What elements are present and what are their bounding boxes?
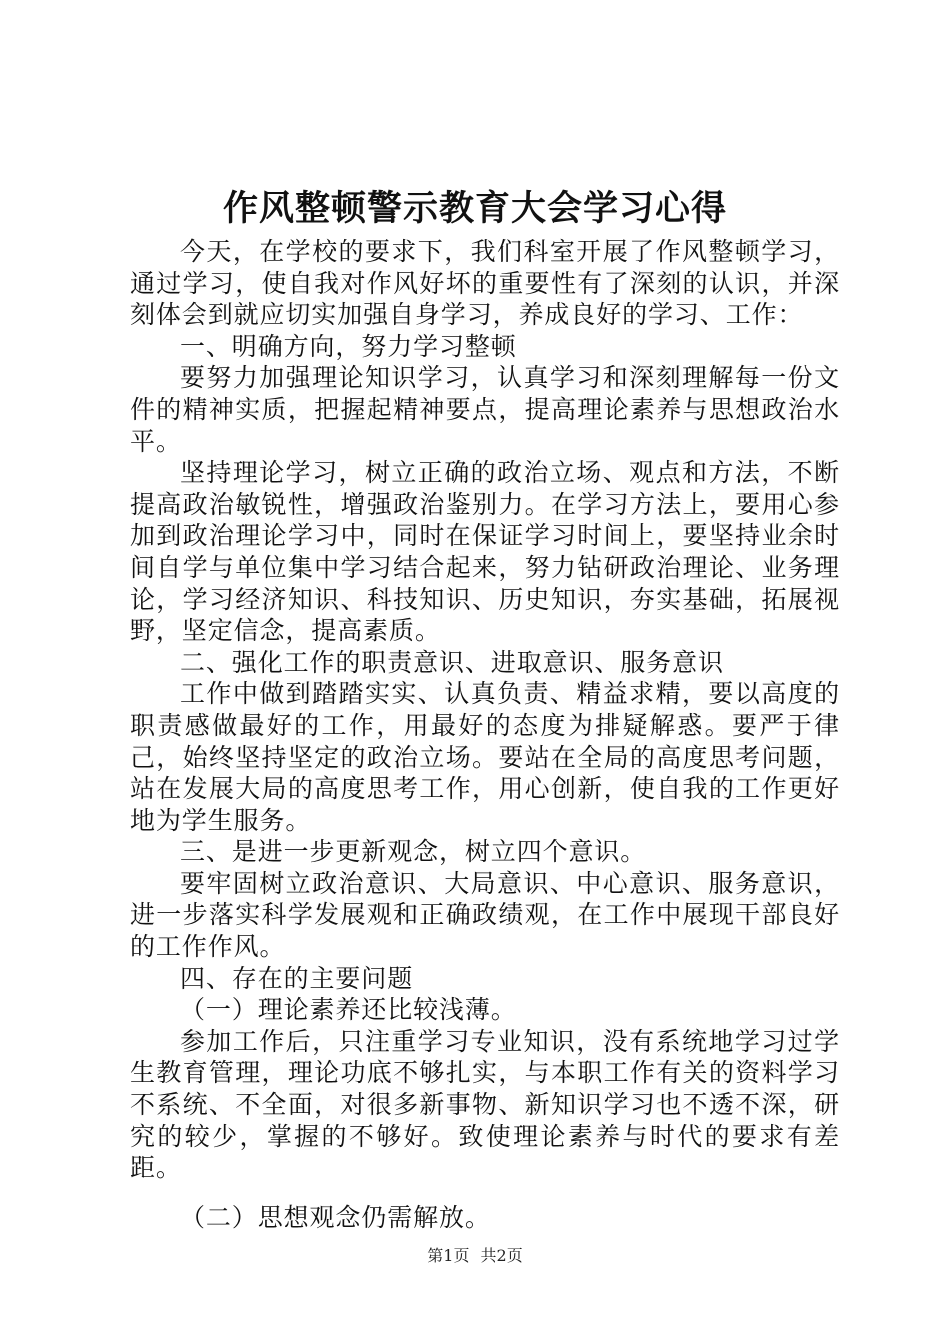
intro-paragraph: 今天，在学校的要求下，我们科室开展了作风整顿学习，通过学习，使自我对作风好坏的重要性有了深刻的认识，并深刻体会到就应切实加强自身学习，养成良好的学习、工作：	[130, 237, 840, 330]
page-footer	[0, 1244, 950, 1268]
document-body	[130, 236, 840, 1233]
section-heading-3: 三、是进一步更新观念，树立四个意识。	[180, 837, 647, 867]
subsection-heading-2: （二）思想观念仍需解放。	[180, 1202, 491, 1232]
body-paragraph: 坚持理论学习，树立正确的政治立场、观点和方法，不断提高政治敏锐性，增强政治鉴别力。在学习方法上，要用心参加到政治理论学习中，同时在保证学习时间上，要坚持业余时间自学与单位集中学习结合起来，努力钻研政治理论、业务理论，学习经济知识、科技知识、历史知识，夯实基础，拓展视野，坚定信念，提高素质。	[130, 458, 840, 646]
section-heading-2: 二、强化工作的职责意识、进取意识、服务意识	[180, 647, 724, 677]
body-paragraph: 参加工作后，只注重学习专业知识，没有系统地学习过学生教育管理，理论功底不够扎实，与本职工作有关的资料学习不系统、不全面，对很多新事物、新知识学习也不透不深，研究的较少，掌握的不够好。致使理论素养与时代的要求有差距。	[130, 1026, 840, 1183]
section-heading-1: 一、明确方向，努力学习整顿	[180, 331, 517, 361]
document-title: 作风整顿警示教育大会学习心得	[222, 188, 727, 229]
page-number: 第1页	[427, 1246, 470, 1265]
subsection-heading-1: （一）理论素养还比较浅薄。	[180, 995, 517, 1025]
page-total: 共2页	[480, 1246, 523, 1265]
body-paragraph: 要努力加强理论知识学习，认真学习和深刻理解每一份文件的精神实质，把握起精神要点，提高理论素养与思想政治水平。	[130, 363, 840, 456]
body-paragraph: 要牢固树立政治意识、大局意识、中心意识、服务意识，进一步落实科学发展观和正确政绩观，在工作中展现干部良好的工作作风。	[130, 868, 840, 962]
body-paragraph: 工作中做到踏踏实实、认真负责、精益求精，要以高度的职责感做最好的工作，用最好的态度为排疑解惑。要严于律己，始终坚持坚定的政治立场。要站在全局的高度思考问题，站在发展大局的高度思考工作，用心创新，使自我的工作更好地为学生服务。	[130, 679, 840, 835]
section-heading-4: 四、存在的主要问题	[180, 963, 414, 993]
